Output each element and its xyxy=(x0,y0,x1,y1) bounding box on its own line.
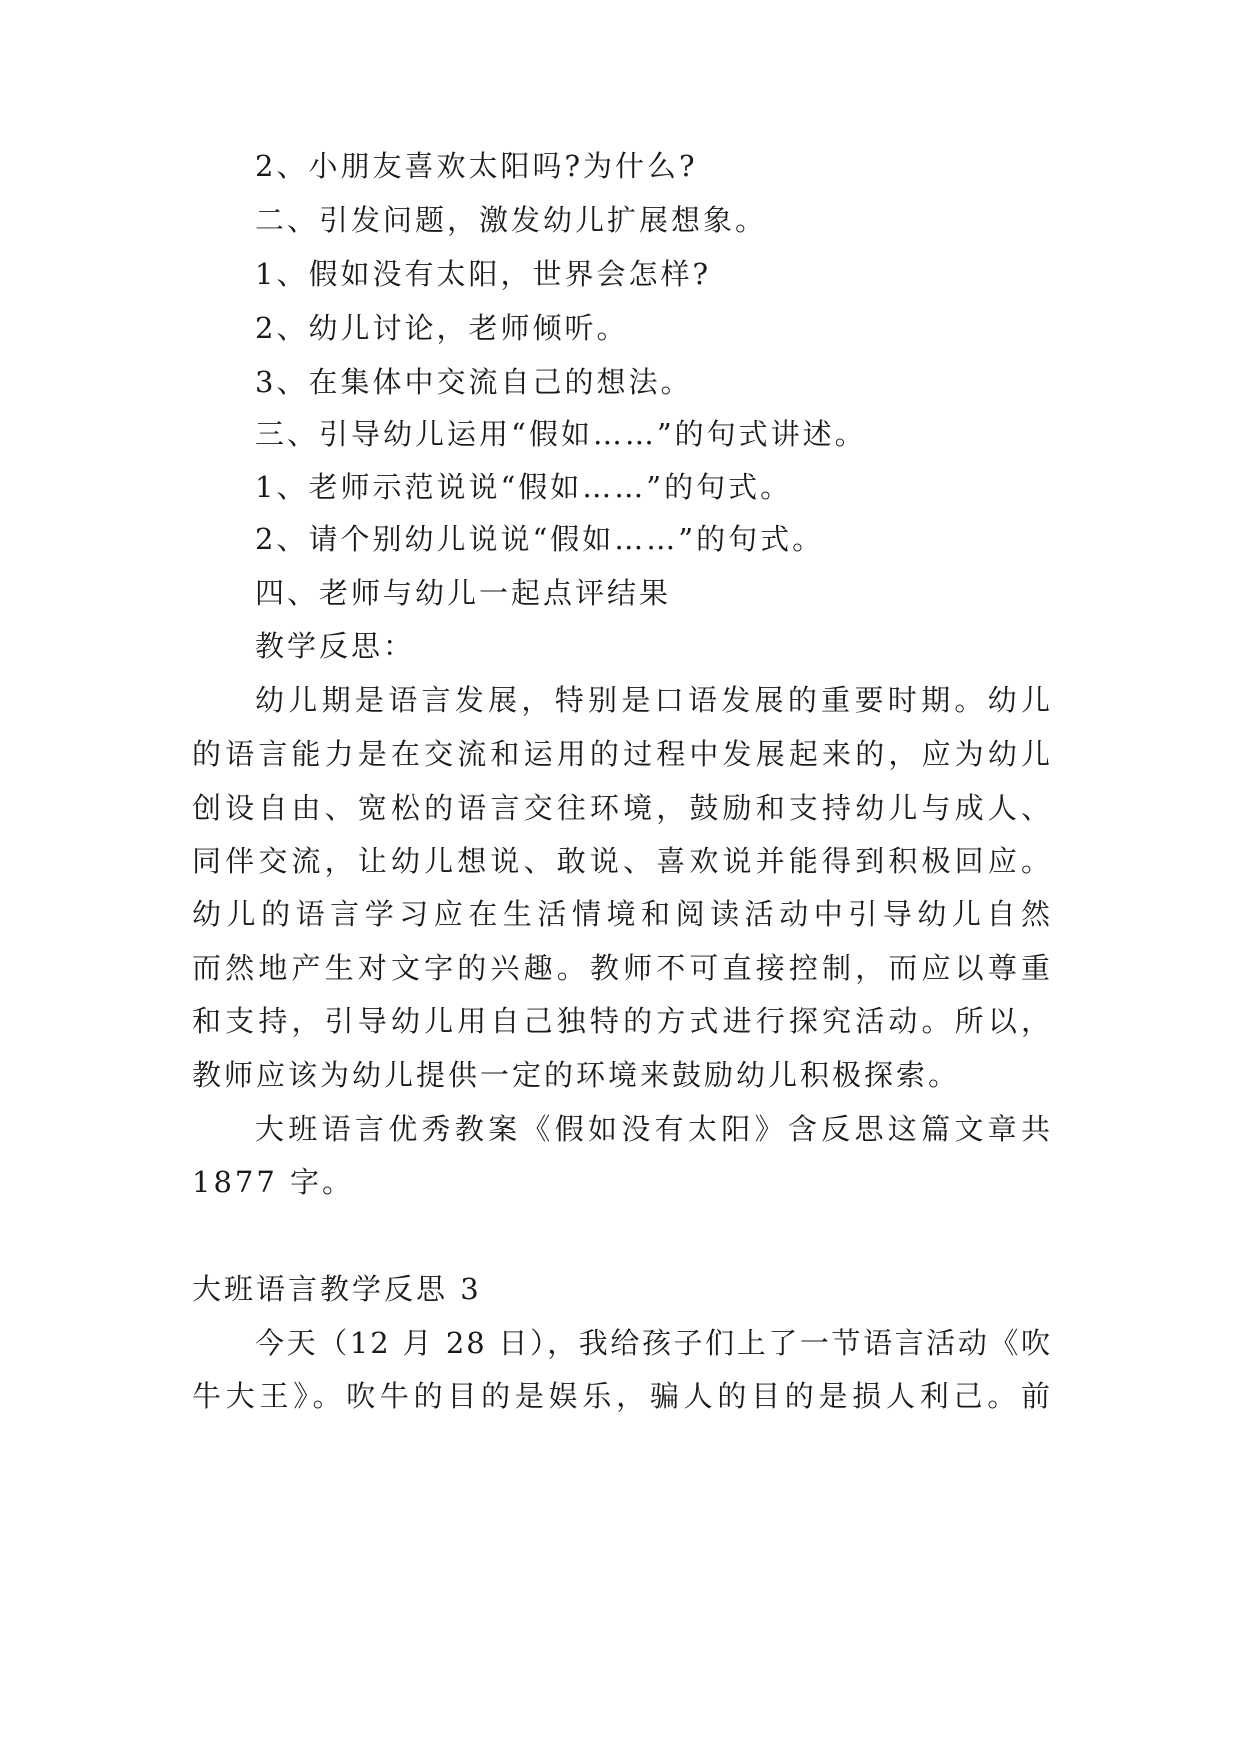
paragraph-line: 的语言能力是在交流和运用的过程中发展起来的，应为幼儿 xyxy=(192,737,1052,771)
section-heading: 四、老师与幼儿一起点评结果 xyxy=(255,576,672,610)
paragraph-line: 幼儿期是语言发展，特别是口语发展的重要时期。幼儿 xyxy=(255,683,1052,717)
section-heading: 二、引发问题，激发幼儿扩展想象。 xyxy=(255,203,768,237)
summary-line: 大班语言优秀教案《假如没有太阳》含反思这篇文章共 xyxy=(255,1112,1052,1146)
paragraph-line: 和支持，引导幼儿用自己独特的方式进行探究活动。所以， xyxy=(192,1004,1052,1038)
paragraph-line: 教师应该为幼儿提供一定的环境来鼓励幼儿积极探索。 xyxy=(192,1058,961,1092)
paragraph-line: 创设自由、宽松的语言交往环境，鼓励和支持幼儿与成人、 xyxy=(192,791,1052,825)
article-title: 大班语言教学反思 3 xyxy=(192,1272,482,1306)
step-line: 1、假如没有太阳，世界会怎样? xyxy=(255,257,711,291)
paragraph-line: 今天（12 月 28 日），我给孩子们上了一节语言活动《吹 xyxy=(255,1326,1052,1360)
paragraph-line: 幼儿的语言学习应在生活情境和阅读活动中引导幼儿自然 xyxy=(192,897,1052,931)
step-line: 2、请个别幼儿说说“假如……”的句式。 xyxy=(255,522,825,556)
paragraph-line: 而然地产生对文字的兴趣。教师不可直接控制，而应以尊重 xyxy=(192,951,1052,985)
step-line: 3、在集体中交流自己的想法。 xyxy=(255,365,693,399)
reflection-heading: 教学反思： xyxy=(255,629,416,663)
summary-line: 1877 字。 xyxy=(192,1165,355,1199)
step-line: 1、老师示范说说“假如……”的句式。 xyxy=(255,470,793,504)
paragraph-line: 牛大王》。吹牛的目的是娱乐，骗人的目的是损人利己。前 xyxy=(192,1379,1052,1413)
paragraph-line: 同伴交流，让幼儿想说、敢说、喜欢说并能得到积极回应。 xyxy=(192,844,1052,878)
section-heading: 三、引导幼儿运用“假如……”的句式讲述。 xyxy=(255,417,867,451)
step-line: 2、小朋友喜欢太阳吗?为什么? xyxy=(255,149,698,183)
step-line: 2、幼儿讨论，老师倾听。 xyxy=(255,311,629,345)
